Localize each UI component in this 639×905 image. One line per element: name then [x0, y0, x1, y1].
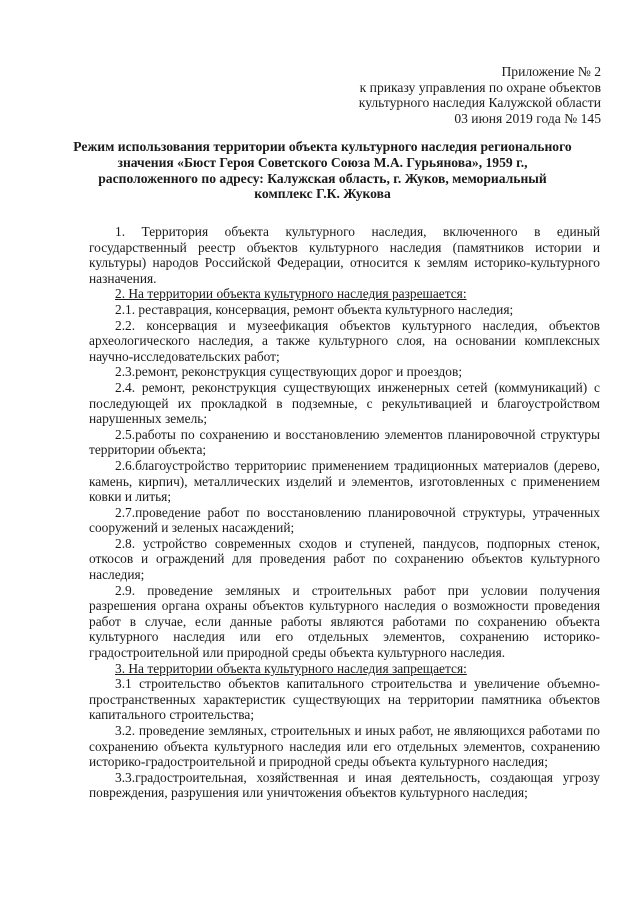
document-title: [60, 139, 585, 202]
list-item: 2.5.работы по сохранению и восстановлению элементов планировочной структуры территории объекта;: [89, 426, 600, 458]
title-line: расположенного по адресу: Калужская область, г. Жуков, мемориальный: [98, 170, 547, 186]
list-item: 2.9. проведение земляных и строительных работ при условии получения разрешения органа охраны объектов культурного наследия о возможности проведения работ в случае, если данные работы являются работами по сохранению объекта культурного наследия или его отдельных элементов, сохранению историко-градостроительной или природной среды объекта культурного наследия.: [89, 582, 600, 661]
appendix-header: [301, 64, 601, 126]
list-item: 2.6.благоустройство территориис применением традиционных материалов (дерево, камень, кирпич), металлических изделий и элементов, изготовленных с применением ковки и литья;: [89, 457, 600, 505]
appendix-number: Приложение № 2: [501, 64, 601, 79]
section-heading-prohibited: 3. На территории объекта культурного наследия запрещается:: [115, 660, 467, 676]
title-line: значения «Бюст Героя Советского Союза М.А. Гурьянова», 1959 г.,: [117, 154, 528, 170]
appendix-order-ref: к приказу управления по охране объектов: [359, 79, 601, 95]
list-item: 2.1. реставрация, консервация, ремонт объекта культурного наследия;: [115, 301, 514, 317]
document-body: [89, 224, 600, 801]
section-heading-allowed: 2. На территории объекта культурного наследия разрешается:: [115, 286, 467, 302]
list-item: 2.3.ремонт, реконструкция существующих дорог и проездов;: [115, 364, 463, 380]
list-item: 2.4. ремонт, реконструкция существующих инженерных сетей (коммуникаций) с последующей их прокладкой в подземные, с рекультивацией и благоустройством нарушенных земель;: [89, 379, 600, 427]
list-item: 3.3.градостроительная, хозяйственная и иная деятельность, создающая угрозу повреждения, разрушения или уничтожения объектов культурного наследия;: [89, 769, 600, 801]
paragraph-territory: 1. Территория объекта культурного наследия, включенного в единый государственный реестр объектов культурного наследия (памятников истории и культуры) народов Российской Федерации, относится к землям историко-культурного назначения.: [89, 224, 600, 286]
appendix-authority: культурного наследия Калужской области: [358, 95, 601, 111]
list-item: 2.2. консервация и музеефикация объектов культурного наследия, объектов археологического наследия, а также культурного слоя, на основании комплексных научно-исследовательских работ;: [89, 317, 600, 364]
title-line: Режим использования территории объекта культурного наследия регионального: [73, 139, 572, 154]
list-item: 2.7.проведение работ по восстановлению планировочной структуры, утраченных сооружений и зеленых насаждений;: [89, 504, 600, 536]
list-item: 3.1 строительство объектов капитального строительства и увеличение объемно-пространственных характеристик существующих на территории памятника объектов капитального строительства;: [89, 676, 600, 723]
appendix-date: 03 июня 2019 года № 145: [454, 110, 601, 126]
list-item: 2.8. устройство современных сходов и ступеней, пандусов, подпорных стенок, откосов и ограждений для проведения работ по сохранению объектов культурного наследия;: [89, 535, 600, 583]
title-line: комплекс Г.К. Жукова: [254, 186, 391, 202]
list-item: 3.2. проведение земляных, строительных и иных работ, не являющихся работами по сохранению объекта культурного наследия или его отдельных элементов, сохранению историко-градостроительной и природной среды объекта культурного наследия;: [89, 723, 600, 770]
